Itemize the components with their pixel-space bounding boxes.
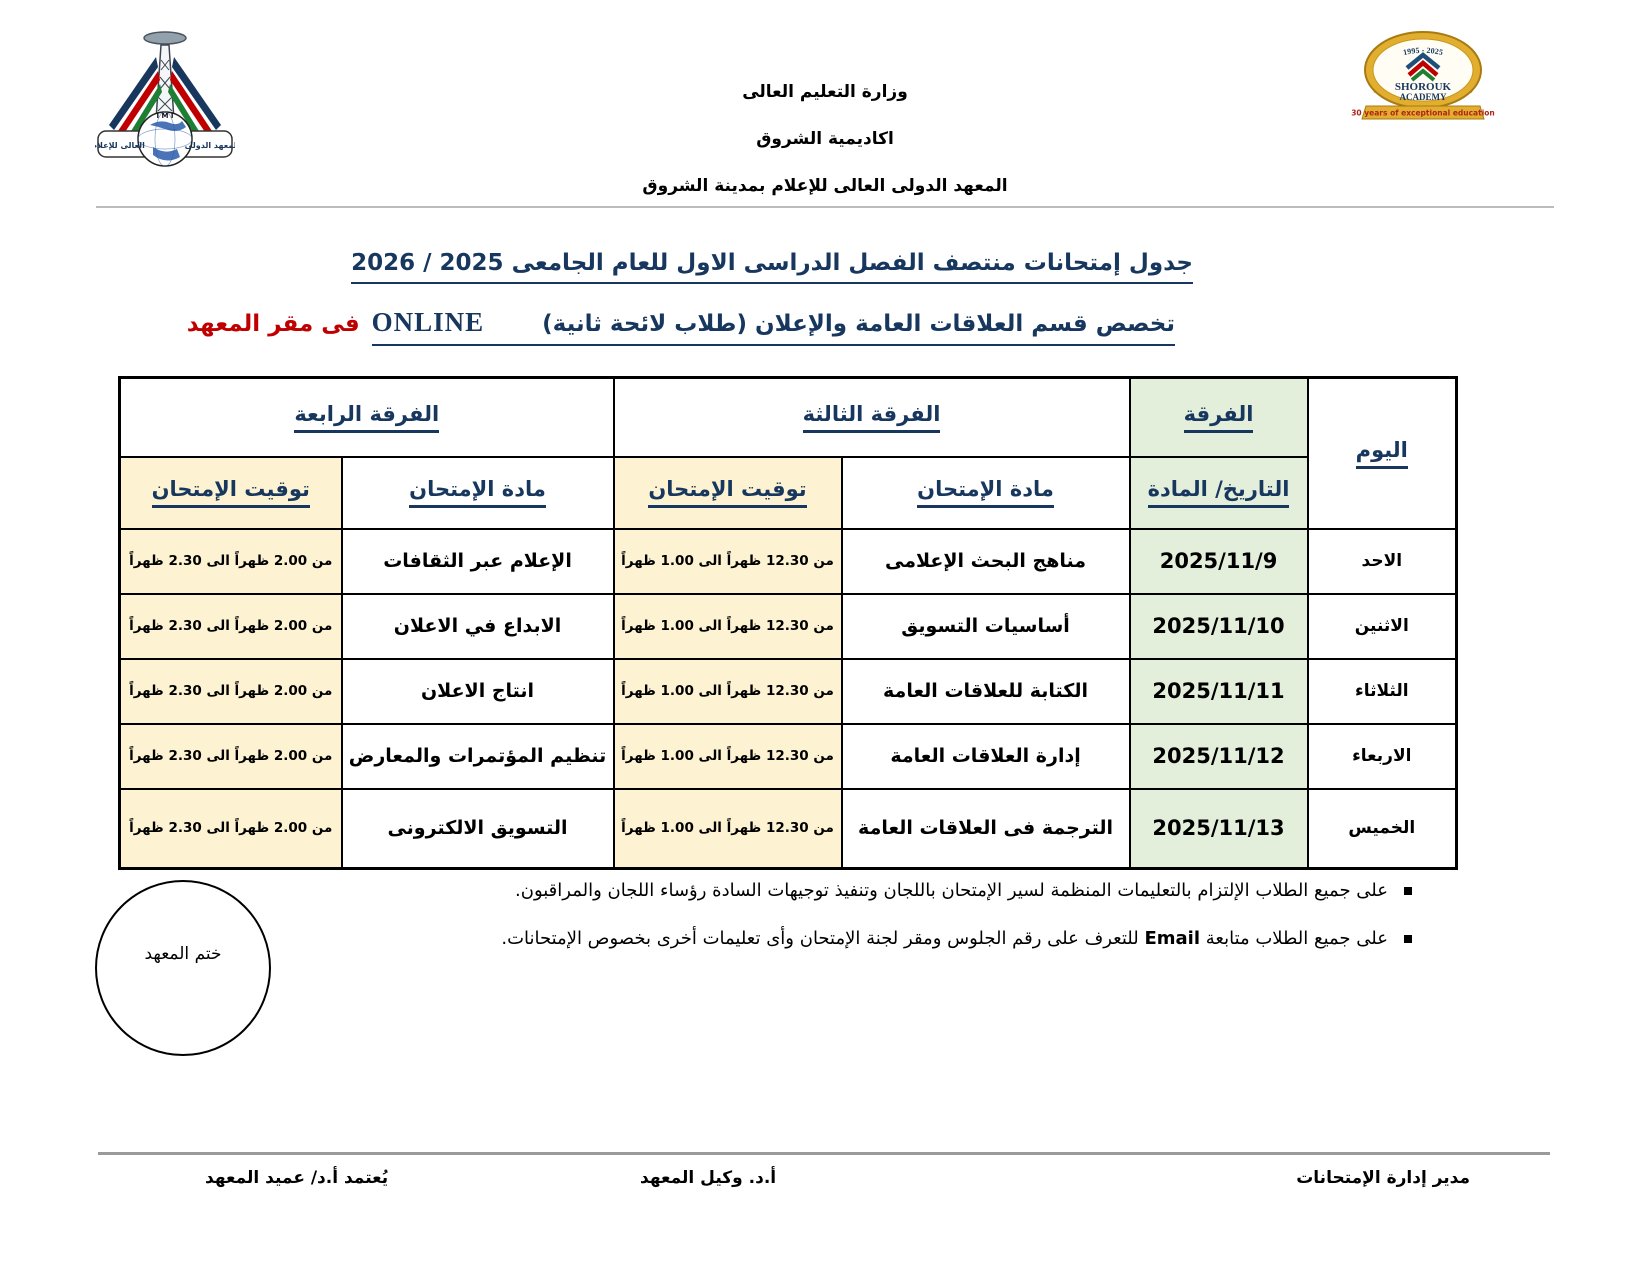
- svg-text:المعهد الدولى: المعهد الدولى: [184, 141, 235, 150]
- grade4-time-header: توقيت الإمتحان: [120, 457, 342, 529]
- table-row: [120, 529, 1457, 594]
- table-row: [120, 789, 1457, 869]
- footer-divider: [98, 1152, 1550, 1155]
- grade3-subject-cell: الكتابة للعلاقات العامة: [842, 659, 1130, 724]
- grade4-subject-cell: الابداع في الاعلان: [342, 594, 614, 659]
- date-cell: 2025/11/9: [1130, 529, 1308, 594]
- email-word: Email: [1144, 928, 1201, 949]
- grade3-subject-cell: أساسيات التسويق: [842, 594, 1130, 659]
- grade3-time-header: توقيت الإمتحان: [614, 457, 842, 529]
- grade4-time-cell: من 2.00 ظهراً الى 2.30 ظهراً: [120, 594, 342, 659]
- signature-dean: يُعتمد أ.د/ عميد المعهد: [205, 1168, 389, 1188]
- institute-stamp-circle: [95, 880, 271, 1056]
- note-item: [382, 926, 1412, 952]
- grade-column-header: الفرقة: [1130, 378, 1308, 457]
- day-cell: الثلاثاء: [1308, 659, 1457, 724]
- notes-section: [382, 878, 1412, 974]
- date-cell: 2025/11/13: [1130, 789, 1308, 869]
- document-header: [0, 82, 1650, 223]
- subtitle-underlined-group: [372, 307, 1175, 346]
- date-cell: 2025/11/11: [1130, 659, 1308, 724]
- academy-line: اكاديمية الشروق: [756, 129, 894, 149]
- institute-line: المعهد الدولى العالى للإعلام بمدينة الشروق: [642, 176, 1008, 196]
- svg-text:I M I: I M I: [156, 112, 174, 120]
- bullet-icon: [1404, 887, 1412, 895]
- grade3-time-cell: من 12.30 ظهراً الى 1.00 ظهراً: [614, 789, 842, 869]
- ministry-line: وزارة التعليم العالى: [742, 82, 908, 102]
- date-cell: 2025/11/10: [1130, 594, 1308, 659]
- svg-text:SHOROUK: SHOROUK: [1394, 81, 1452, 93]
- grade4-subject-cell: الإعلام عبر الثقافات: [342, 529, 614, 594]
- table-header-row-2: [120, 457, 1457, 529]
- svg-text:30 years of exceptional educat: 30 years of exceptional education: [1351, 108, 1495, 118]
- note-text: على جميع الطلاب متابعة Email للتعرف على رقم الجلوس ومقر لجنة الإمتحان وأى تعليمات أخرى بخصوص الإمتحانات.: [501, 928, 1388, 949]
- grade4-time-cell: من 2.00 ظهراً الى 2.30 ظهراً: [120, 529, 342, 594]
- header-divider: [96, 206, 1554, 208]
- note-text: على جميع الطلاب الإلتزام بالتعليمات المنظمة لسير الإمتحان باللجان وتنفيذ توجيهات السادة رؤساء اللجان والمراقبون.: [515, 880, 1388, 901]
- grade3-time-cell: من 12.30 ظهراً الى 1.00 ظهراً: [614, 594, 842, 659]
- grade4-subject-header: مادة الإمتحان: [342, 457, 614, 529]
- bullet-icon: [1404, 935, 1412, 943]
- grade4-time-cell: من 2.00 ظهراً الى 2.30 ظهراً: [120, 659, 342, 724]
- schedule-title-text: جدول إمتحانات منتصف الفصل الدراسى الاول للعام الجامعى 2025 / 2026: [351, 250, 1193, 284]
- grade3-subject-cell: الترجمة فى العلاقات العامة: [842, 789, 1130, 869]
- grade4-time-cell: من 2.00 ظهراً الى 2.30 ظهراً: [120, 724, 342, 789]
- exam-schedule-table: [118, 376, 1458, 870]
- day-column-header: اليوم: [1308, 378, 1457, 529]
- signature-exams-director: مدير إدارة الإمتحانات: [1296, 1168, 1470, 1188]
- table-row: [120, 594, 1457, 659]
- day-cell: الاثنين: [1308, 594, 1457, 659]
- stamp-label: ختم المعهد: [144, 944, 222, 964]
- online-text: ONLINE: [371, 307, 485, 337]
- department-text: تخصص قسم العلاقات العامة والإعلان (طلاب لائحة ثانية): [542, 311, 1175, 337]
- table-row: [120, 724, 1457, 789]
- grade3-subject-header: مادة الإمتحان: [842, 457, 1130, 529]
- grade3-time-cell: من 12.30 ظهراً الى 1.00 ظهراً: [614, 529, 842, 594]
- date-cell: 2025/11/12: [1130, 724, 1308, 789]
- svg-text:1995 - 2025: 1995 - 2025: [1402, 45, 1444, 58]
- grade4-subject-cell: تنظيم المؤتمرات والمعارض: [342, 724, 614, 789]
- signature-vice-dean: أ.د. وكيل المعهد: [640, 1168, 777, 1188]
- grade4-subject-cell: انتاج الاعلان: [342, 659, 614, 724]
- svg-text:ACADEMY: ACADEMY: [1399, 92, 1447, 102]
- schedule-title: [351, 250, 1193, 284]
- table-row: [120, 659, 1457, 724]
- grade3-subject-cell: مناهج البحث الإعلامى: [842, 529, 1130, 594]
- date-subject-header: التاريخ/ المادة: [1130, 457, 1308, 529]
- grade4-group-header: الفرقة الرابعة: [120, 378, 614, 457]
- grade3-time-cell: من 12.30 ظهراً الى 1.00 ظهراً: [614, 659, 842, 724]
- table-header-row-1: [120, 378, 1457, 457]
- location-text: فى مقر المعهد: [186, 311, 360, 337]
- grade3-subject-cell: إدارة العلاقات العامة: [842, 724, 1130, 789]
- grade3-time-cell: من 12.30 ظهراً الى 1.00 ظهراً: [614, 724, 842, 789]
- svg-text:العالى للإعلام: العالى للإعلام: [95, 141, 145, 150]
- day-cell: الاربعاء: [1308, 724, 1457, 789]
- day-cell: الاحد: [1308, 529, 1457, 594]
- schedule-subtitle: [187, 307, 1175, 346]
- grade4-time-cell: من 2.00 ظهراً الى 2.30 ظهراً: [120, 789, 342, 869]
- grade4-subject-cell: التسويق الالكترونى: [342, 789, 614, 869]
- day-cell: الخميس: [1308, 789, 1457, 869]
- grade3-group-header: الفرقة الثالثة: [614, 378, 1130, 457]
- note-item: [382, 878, 1412, 904]
